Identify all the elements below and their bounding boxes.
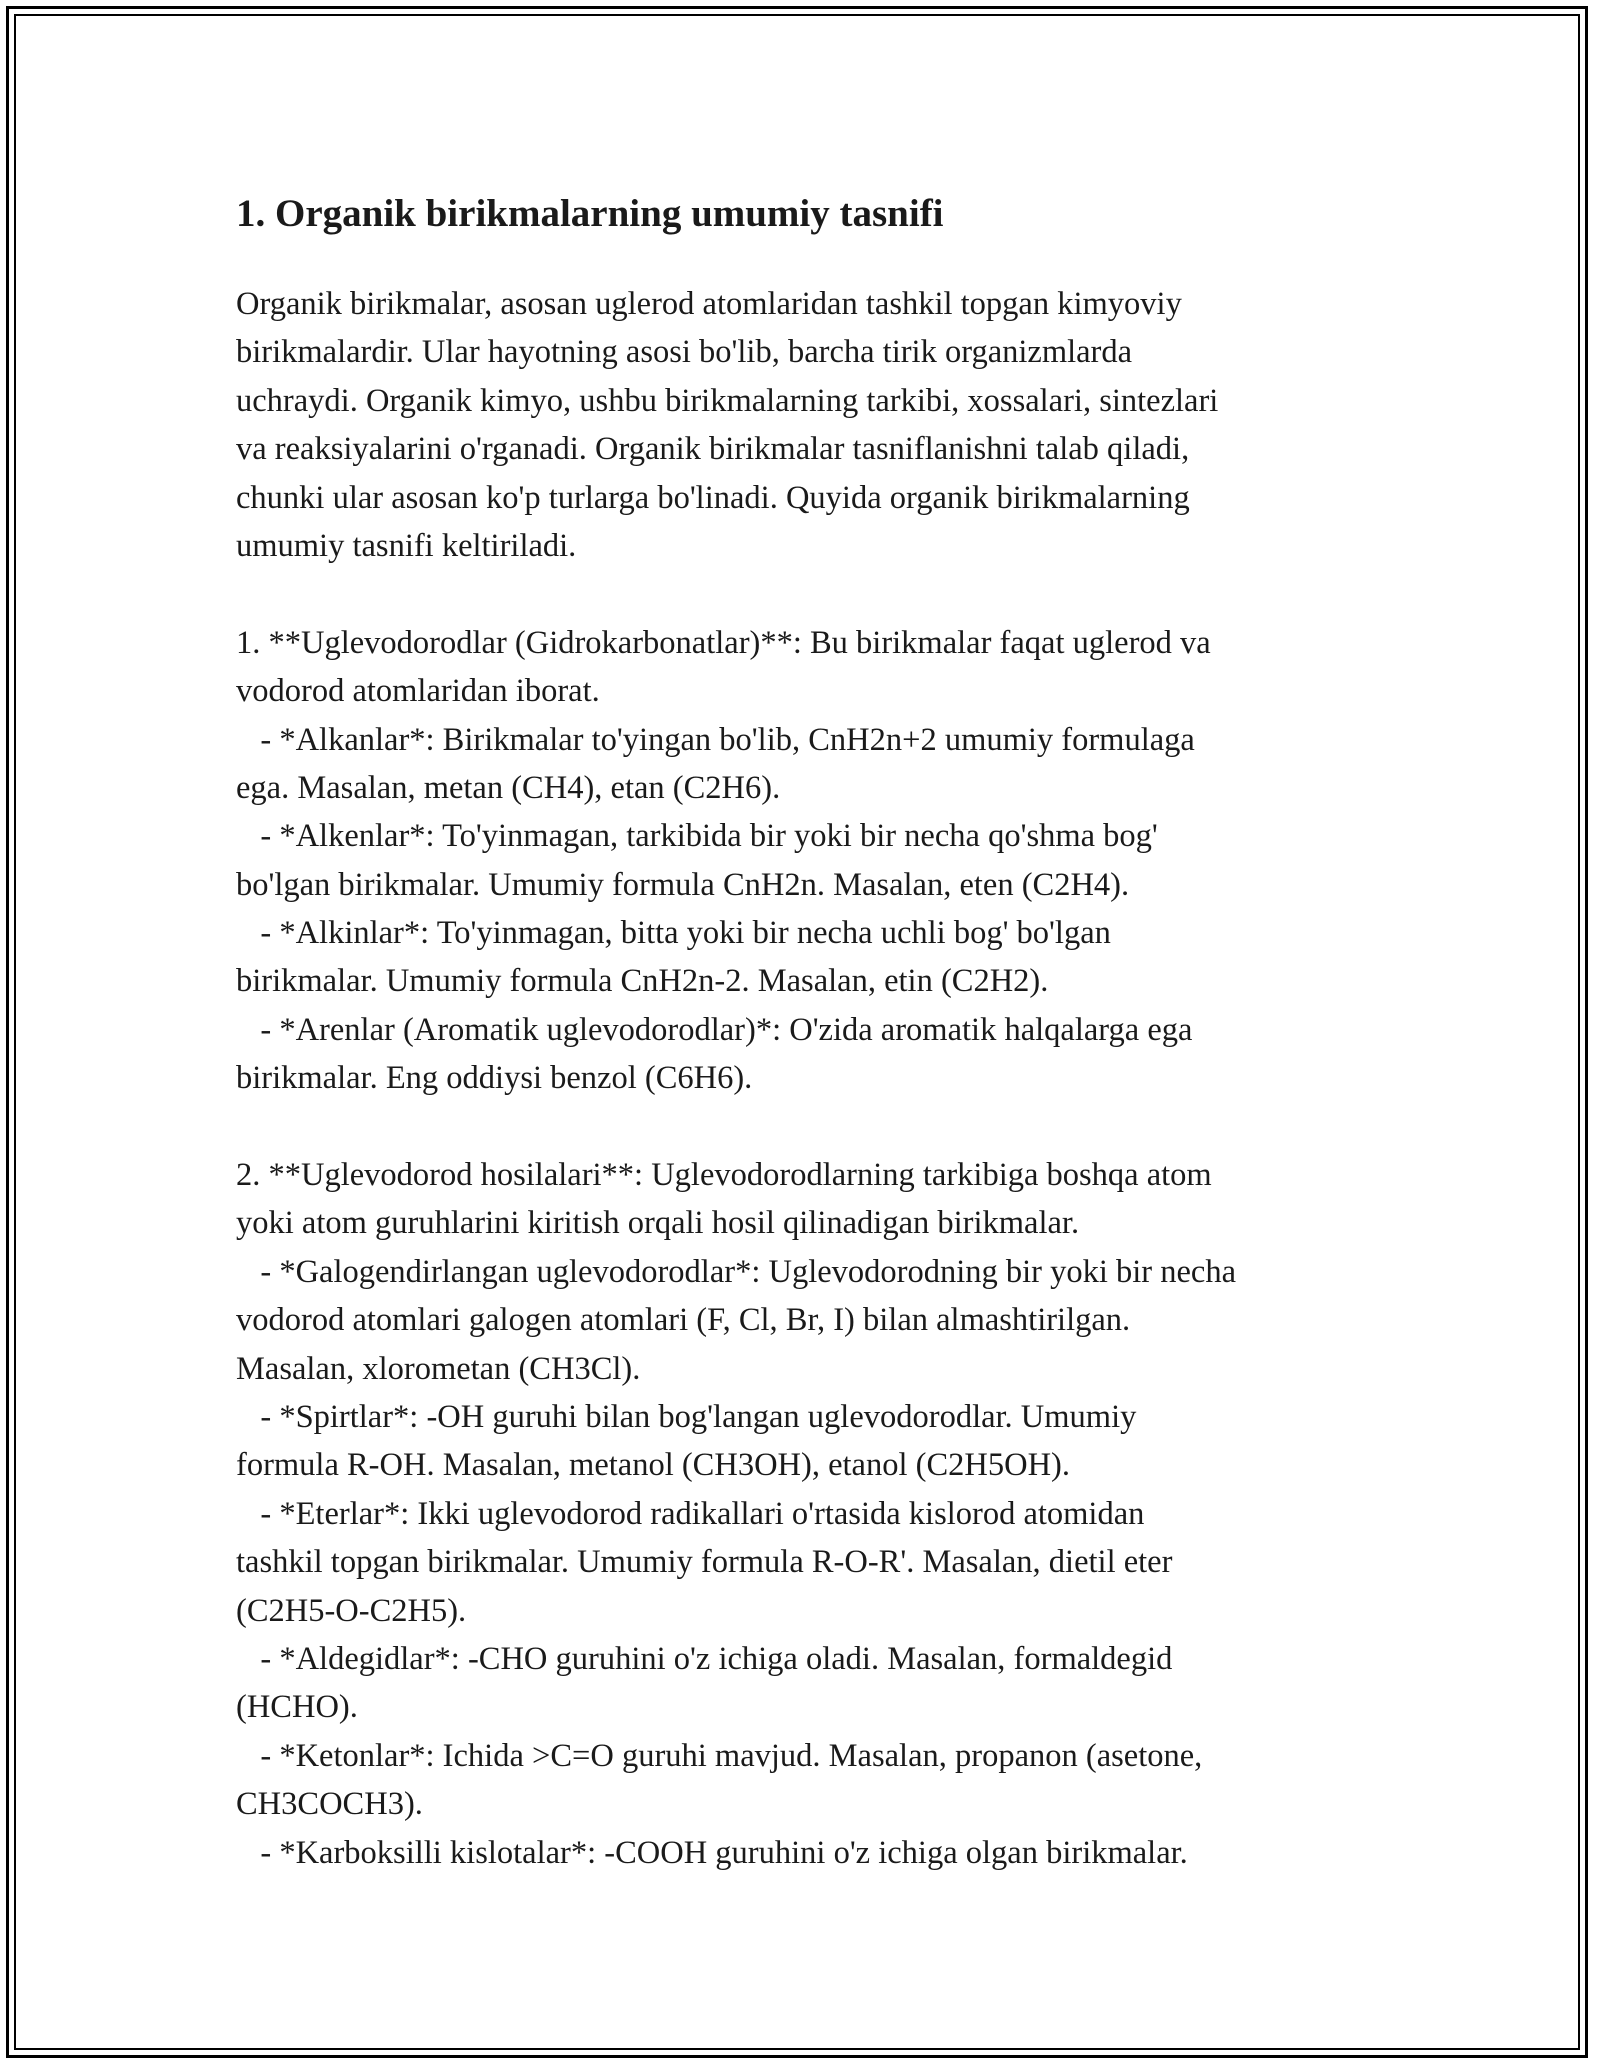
document-title: 1. Organik birikmalarning umumiy tasnifi (236, 192, 944, 235)
text-line: birikmalar. Eng oddiysi benzol (C6H6). (236, 1060, 753, 1097)
text-line: - *Spirtlar*: -OH guruhi bilan bog'langan uglevodorodlar. Umumiy (236, 1398, 1137, 1435)
text-line: - *Karboksilli kislotalar*: -COOH guruhini o'z ichiga olgan birikmalar. (236, 1834, 1188, 1871)
text-line: - *Alkenlar*: To'yinmagan, tarkibida bir yoki bir necha qo'shma bog' (236, 818, 1158, 855)
text-line: birikmalardir. Ular hayotning asosi bo'lib, barcha tirik organizmlarda (236, 334, 1133, 371)
text-line: ega. Masalan, metan (CH4), etan (C2H6). (236, 769, 781, 806)
text-line (236, 570, 1386, 618)
text-line: va reaksiyalarini o'rganadi. Organik birikmalar tasniflanishni talab qiladi, (236, 431, 1190, 468)
text-line: 2. **Uglevodorod hosilalari**: Uglevodorodlarning tarkibiga boshqa atom (236, 1157, 1212, 1194)
text-line: - *Ketonlar*: Ichida >C=O guruhi mavjud. Masalan, propanon (asetone, (236, 1737, 1203, 1774)
text-line: CH3COCH3). (236, 1786, 423, 1823)
text-line: bo'lgan birikmalar. Umumiy formula CnH2n. Masalan, eten (C2H4). (236, 866, 1130, 903)
text-line: - *Galogendirlangan uglevodorodlar*: Uglevodorodning bir yoki bir necha (236, 1253, 1237, 1290)
text-line: (C2H5-O-C2H5). (236, 1592, 467, 1629)
text-line (236, 1103, 1386, 1151)
text-line: uchraydi. Organik kimyo, ushbu birikmalarning tarkibi, xossalari, sintezlari (236, 382, 1219, 419)
text-line: vodorod atomlaridan iborat. (236, 673, 600, 710)
text-line: umumiy tasnifi keltiriladi. (236, 527, 577, 564)
text-line: birikmalar. Umumiy formula CnH2n-2. Masalan, etin (C2H2). (236, 963, 1049, 1000)
text-line: - *Eterlar*: Ikki uglevodorod radikallari o'rtasida kislorod atomidan (236, 1495, 1145, 1532)
text-line: - *Alkinlar*: To'yinmagan, bitta yoki bir necha uchli bog' bo'lgan (236, 915, 1111, 952)
text-line: (HCHO). (236, 1689, 358, 1726)
text-line: formula R-OH. Masalan, metanol (CH3OH), etanol (C2H5OH). (236, 1447, 1070, 1484)
document-body (236, 186, 1386, 1877)
text-line: - *Aldegidlar*: -CHO guruhini o'z ichiga oladi. Masalan, formaldegid (236, 1640, 1173, 1677)
text-line: 1. **Uglevodorodlar (Gidrokarbonatlar)**: Bu birikmalar faqat uglerod va (236, 624, 1211, 661)
text-line: yoki atom guruhlarini kiritish orqali hosil qilinadigan birikmalar. (236, 1205, 1080, 1242)
text-line: chunki ular asosan ko'p turlarga bo'linadi. Quyida organik birikmalarning (236, 479, 1190, 516)
text-line: Organik birikmalar, asosan uglerod atomlaridan tashkil topgan kimyoviy (236, 286, 1182, 322)
text-line: vodorod atomlari galogen atomlari (F, Cl, Br, I) bilan almashtirilgan. (236, 1302, 1131, 1339)
text-line: Masalan, xlorometan (CH3Cl). (236, 1350, 641, 1387)
text-line: - *Arenlar (Aromatik uglevodorodlar)*: O'zida aromatik halqalarga ega (236, 1011, 1193, 1048)
text-line: - *Alkanlar*: Birikmalar to'yingan bo'lib, CnH2n+2 umumiy formulaga (236, 721, 1195, 758)
text-line: tashkil topgan birikmalar. Umumiy formula R-O-R'. Masalan, dietil eter (236, 1544, 1173, 1581)
document-text (236, 280, 1386, 1877)
